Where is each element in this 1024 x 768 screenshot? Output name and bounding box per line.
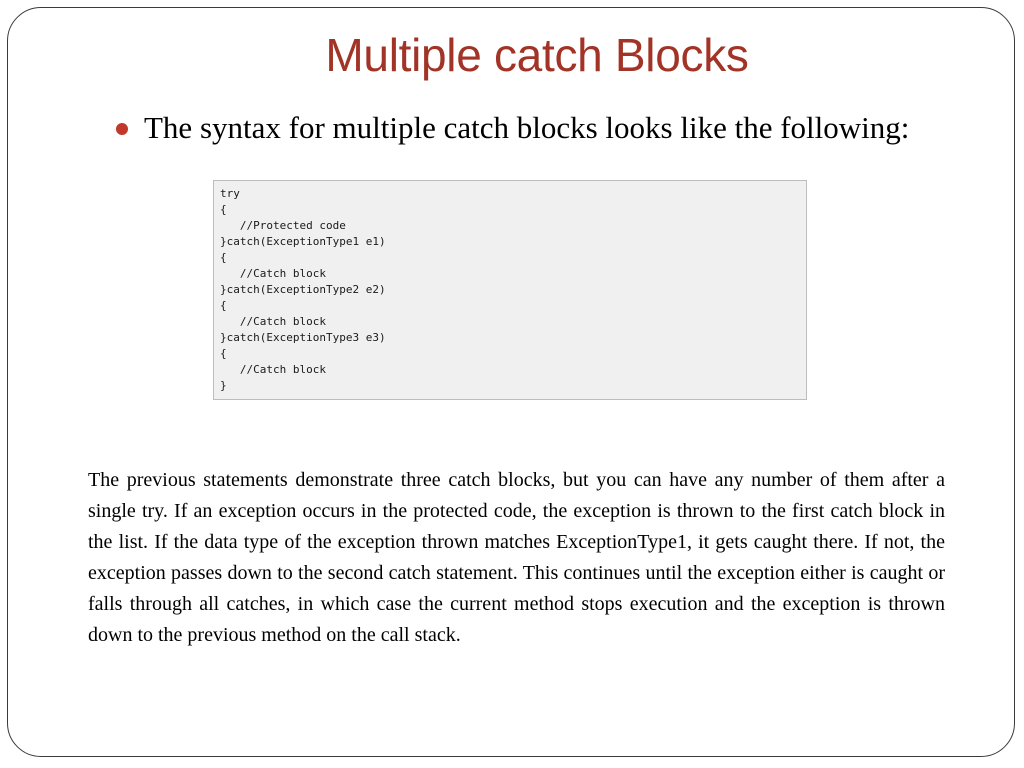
code-line: } bbox=[220, 379, 227, 392]
bullet-dot-icon bbox=[116, 123, 128, 135]
code-line: try bbox=[220, 187, 240, 200]
code-line: }catch(ExceptionType1 e1) bbox=[220, 235, 386, 248]
code-line: { bbox=[220, 347, 227, 360]
bullet-text: The syntax for multiple catch blocks looks like the following: bbox=[144, 110, 910, 145]
code-line: //Catch block bbox=[220, 315, 326, 328]
bullet-item bbox=[116, 110, 909, 146]
code-line: //Protected code bbox=[220, 219, 346, 232]
code-line: }catch(ExceptionType3 e3) bbox=[220, 331, 386, 344]
code-block bbox=[213, 180, 807, 400]
code-line: //Catch block bbox=[220, 267, 326, 280]
slide-title: Multiple catch Blocks bbox=[325, 29, 749, 81]
code-line: { bbox=[220, 203, 227, 216]
code-line: //Catch block bbox=[220, 363, 326, 376]
code-line: { bbox=[220, 251, 227, 264]
code-line: { bbox=[220, 299, 227, 312]
explanation-paragraph: The previous statements demonstrate three catch blocks, but you can have any number of them after a single try. If an exception occurs in the protected code, the exception is thrown to the first catch block in the list. If the data type of the exception thrown matches ExceptionType1, it gets caught there. If not, the exception passes down to the second catch statement. This continues until the exception either is caught or falls through all catches, in which case the current method stops execution and the exception is thrown down to the previous method on the call stack. bbox=[88, 469, 945, 646]
code-line: }catch(ExceptionType2 e2) bbox=[220, 283, 386, 296]
